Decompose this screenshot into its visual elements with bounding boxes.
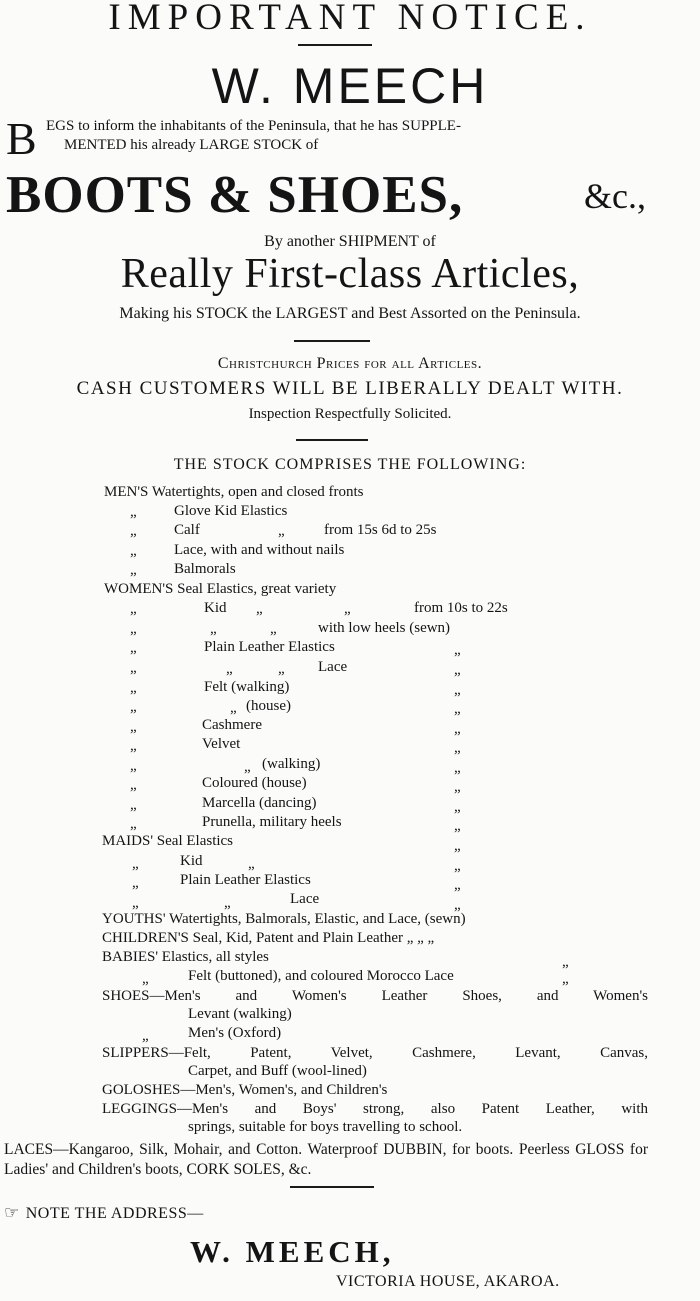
stock-heading: THE STOCK COMPRISES THE FOLLOWING: bbox=[173, 456, 527, 473]
intro-line-1: EGS to inform the inhabitants of the Peninsula, that he has SUPPLE- bbox=[46, 118, 461, 134]
list-item: (walking) bbox=[262, 756, 321, 772]
shipment-line: By another SHIPMENT of bbox=[264, 233, 436, 250]
laces-paragraph: LACES—Kangaroo, Silk, Mohair, and Cotton. Waterproof DUBBIN, for boots. Peerless GLOSS for Ladies' and Children's boots, CORK SOLES, &c. bbox=[4, 1141, 648, 1178]
ditto-mark: „ bbox=[562, 954, 569, 970]
ditto-mark: „ bbox=[454, 877, 461, 893]
list-item: BABIES' Elastics, all styles bbox=[102, 949, 269, 965]
ditto-mark: „ bbox=[224, 895, 231, 911]
main-heading: BOOTS & SHOES, bbox=[6, 166, 464, 224]
ditto-mark: „ bbox=[130, 660, 137, 676]
list-item: Kid bbox=[180, 853, 203, 869]
ditto-mark: „ bbox=[278, 661, 285, 677]
divider-2 bbox=[296, 439, 368, 441]
list-item: Carpet, and Buff (wool-lined) bbox=[188, 1063, 367, 1079]
list-item: Plain Leather Elastics bbox=[204, 639, 335, 655]
ditto-mark: „ bbox=[454, 838, 461, 854]
divider-1 bbox=[294, 340, 370, 342]
ditto-mark: „ bbox=[248, 856, 255, 872]
list-item: Kid bbox=[204, 600, 227, 616]
ditto-mark: „ bbox=[454, 721, 461, 737]
ditto-mark: „ bbox=[130, 738, 137, 754]
ditto-mark: „ bbox=[454, 740, 461, 756]
notice-title: IMPORTANT NOTICE. bbox=[108, 0, 592, 38]
ditto-mark: „ bbox=[130, 797, 137, 813]
ditto-mark: „ bbox=[130, 640, 137, 656]
list-item: MEN'S Watertights, open and closed fronts bbox=[104, 484, 364, 500]
inspection-line: Inspection Respectfully Solicited. bbox=[248, 406, 452, 422]
ditto-mark: „ bbox=[562, 971, 569, 987]
pointing-hand-icon: ☞ bbox=[4, 1203, 20, 1223]
ditto-mark: „ bbox=[130, 621, 137, 637]
list-item: springs, suitable for boys travelling to school. bbox=[188, 1119, 463, 1135]
ditto-mark: „ bbox=[454, 799, 461, 815]
list-item: Marcella (dancing) bbox=[202, 795, 317, 811]
ditto-mark: „ bbox=[132, 895, 139, 911]
list-item: Velvet bbox=[202, 736, 241, 752]
list-item: CHILDREN'S Seal, Kid, Patent and Plain Leather „ „ „ bbox=[102, 930, 435, 946]
ditto-mark: „ bbox=[142, 971, 149, 987]
ditto-mark: „ bbox=[454, 897, 461, 913]
list-item: (house) bbox=[246, 698, 291, 714]
list-item: Men's (Oxford) bbox=[188, 1025, 282, 1041]
list-item: Calf bbox=[174, 522, 200, 538]
list-item: Prunella, military heels bbox=[202, 814, 342, 830]
ditto-mark: „ bbox=[226, 661, 233, 677]
list-item: Glove Kid Elastics bbox=[174, 503, 288, 519]
ditto-mark: „ bbox=[130, 758, 137, 774]
list-item: Felt (walking) bbox=[204, 679, 290, 695]
list-item: YOUTHS' Watertights, Balmorals, Elastic, and Lace, (sewn) bbox=[102, 911, 466, 927]
prices-line: Christchurch Prices for all Articles. bbox=[217, 355, 483, 372]
ditto-mark: „ bbox=[130, 777, 137, 793]
ditto-mark: „ bbox=[132, 856, 139, 872]
signature: W. MEECH, bbox=[190, 1234, 395, 1269]
main-heading-suffix: &c., bbox=[584, 176, 646, 216]
list-item: Coloured (house) bbox=[202, 775, 307, 791]
ditto-mark: „ bbox=[130, 523, 137, 539]
ditto-mark: „ bbox=[454, 858, 461, 874]
list-item: Felt (buttoned), and coloured Morocco Lace bbox=[188, 968, 454, 984]
list-item: GOLOSHES—Men's, Women's, and Children's bbox=[102, 1082, 388, 1098]
list-item: Lace bbox=[318, 659, 348, 675]
list-item: LEGGINGS—Men's and Boys' strong, also Patent Leather, with bbox=[102, 1101, 648, 1117]
ditto-mark: „ bbox=[454, 682, 461, 698]
ditto-mark: „ bbox=[130, 816, 137, 832]
list-item: Lace, with and without nails bbox=[174, 542, 345, 558]
ditto-mark: „ bbox=[142, 1028, 149, 1044]
cash-line: CASH CUSTOMERS WILL BE LIBERALLY DEALT WITH. bbox=[76, 378, 624, 399]
note-text: NOTE THE ADDRESS— bbox=[25, 1205, 204, 1222]
price-range: from 10s to 22s bbox=[414, 600, 508, 616]
ditto-mark: „ bbox=[344, 601, 351, 617]
ditto-mark: „ bbox=[454, 818, 461, 834]
list-item: SHOES—Men's and Women's Leather Shoes, and Women's bbox=[102, 988, 648, 1004]
ditto-mark: „ bbox=[130, 543, 137, 559]
list-item: SLIPPERS—Felt, Patent, Velvet, Cashmere, Levant, Canvas, bbox=[102, 1045, 648, 1061]
ditto-mark: „ bbox=[256, 601, 263, 617]
ditto-mark: „ bbox=[130, 601, 137, 617]
list-item: MAIDS' Seal Elastics bbox=[102, 833, 234, 849]
list-item: Cashmere bbox=[202, 717, 262, 733]
list-item: Lace bbox=[290, 891, 320, 907]
ditto-mark: „ bbox=[230, 700, 237, 716]
ditto-mark: „ bbox=[210, 621, 217, 637]
ditto-mark: „ bbox=[130, 699, 137, 715]
title-rule bbox=[298, 44, 372, 46]
ditto-mark: „ bbox=[454, 642, 461, 658]
list-item: Levant (walking) bbox=[188, 1006, 292, 1022]
list-item: Plain Leather Elastics bbox=[180, 872, 311, 888]
note-address bbox=[4, 1203, 204, 1224]
ditto-mark: „ bbox=[454, 662, 461, 678]
ditto-mark: „ bbox=[270, 621, 277, 637]
price-range: from 15s 6d to 25s bbox=[324, 522, 437, 538]
list-item: Balmorals bbox=[174, 561, 236, 577]
ditto-mark: „ bbox=[130, 562, 137, 578]
ditto-mark: „ bbox=[454, 760, 461, 776]
ditto-mark: „ bbox=[244, 759, 251, 775]
ditto-mark: „ bbox=[130, 719, 137, 735]
ditto-mark: „ bbox=[454, 779, 461, 795]
divider-3 bbox=[290, 1186, 374, 1188]
ditto-mark: „ bbox=[130, 680, 137, 696]
tagline: Really First-class Articles, bbox=[120, 251, 580, 297]
ditto-mark: „ bbox=[278, 523, 285, 539]
ditto-mark: „ bbox=[454, 701, 461, 717]
drop-cap: B bbox=[6, 113, 37, 164]
making-line: Making his STOCK the LARGEST and Best Assorted on the Peninsula. bbox=[119, 305, 581, 322]
ditto-mark: „ bbox=[132, 875, 139, 891]
address: VICTORIA HOUSE, AKAROA. bbox=[336, 1273, 560, 1290]
intro-line-2: MENTED his already LARGE STOCK of bbox=[64, 137, 319, 153]
merchant-name: W. MEECH bbox=[211, 58, 489, 114]
list-item: with low heels (sewn) bbox=[318, 620, 451, 636]
ditto-mark: „ bbox=[130, 504, 137, 520]
list-item: WOMEN'S Seal Elastics, great variety bbox=[104, 581, 337, 597]
